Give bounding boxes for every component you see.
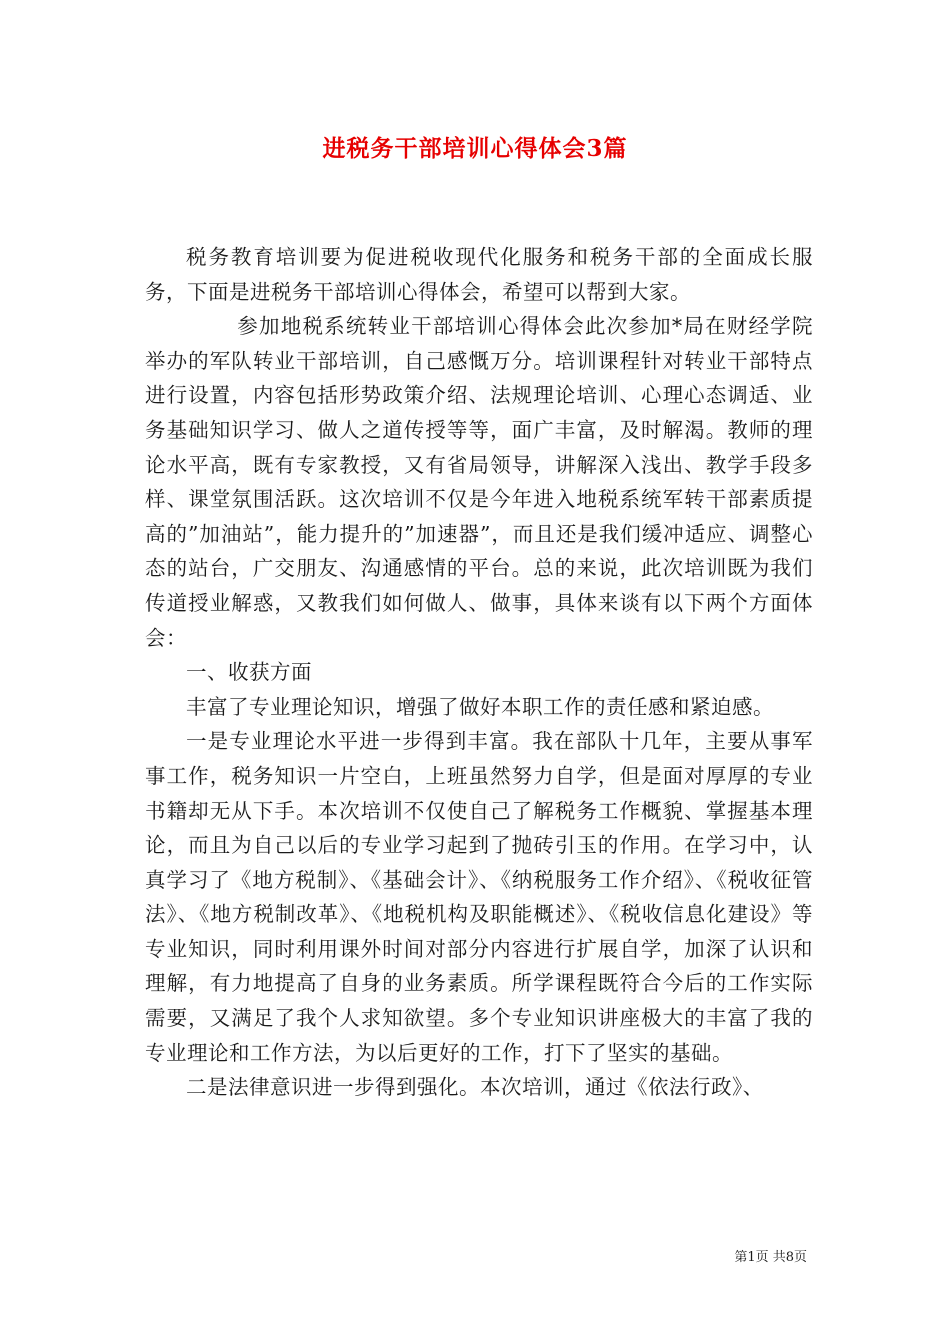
paragraph-gains-summary: 丰富了专业理论知识，增强了做好本职工作的责任感和紧迫感。 [186,694,774,719]
document-body [145,240,813,1105]
document-title: 进税务干部培训心得体会3篇 [322,135,628,162]
paragraph-point-two: 二是法律意识进一步得到强化。本次培训，通过《依法行政》、 [186,1075,764,1100]
page-number-footer: 第1页 共8页 [734,1250,807,1265]
paragraph-intro: 税务教育培训要为促进税收现代化服务和税务干部的全面成长服务，下面是进税务干部培训心得体会，希望可以帮到大家。 [145,245,813,304]
section-heading-gains: 一、收获方面 [186,660,312,685]
paragraph-training-experience: 参加地税系统转业干部培训心得体会此次参加*局在财经学院举办的军队转业干部培训，自己感慨万分。培训课程针对转业干部特点进行设置，内容包括形势政策介绍、法规理论培训、心理心态调适、业务基础知识学习、做人之道传授等等，面广丰富，及时解渴。教师的理论水平高，既有专家教授，又有省局领导，讲解深入浅出、教学手段多样、课堂氛围活跃。这次培训不仅是今年进入地税系统军转干部素质提高的”加油站”，能力提升的”加速器”，而且还是我们缓冲适应、调整心态的站台，广交朋友、沟通感情的平台。总的来说，此次培训既为我们传道授业解惑，又教我们如何做人、做事，具体来谈有以下两个方面体会： [145,314,813,650]
paragraph-point-one: 一是专业理论水平进一步得到丰富。我在部队十几年，主要从事军事工作，税务知识一片空白，上班虽然努力自学，但是面对厚厚的专业书籍却无从下手。本次培训不仅使自己了解税务工作概貌、掌握基本理论，而且为自己以后的专业学习起到了抛砖引玉的作用。在学习中，认真学习了《地方税制》、《基础会计》、《纳税服务工作介绍》、《税收征管法》、《地方税制改革》、《地税机构及职能概述》、《税收信息化建设》等专业知识，同时利用课外时间对部分内容进行扩展自学，加深了认识和理解，有力地提高了自身的业务素质。所学课程既符合今后的工作实际需要，又满足了我个人求知欲望。多个专业知识讲座极大的丰富了我的专业理论和工作方法，为以后更好的工作，打下了坚实的基础。 [145,729,813,1065]
